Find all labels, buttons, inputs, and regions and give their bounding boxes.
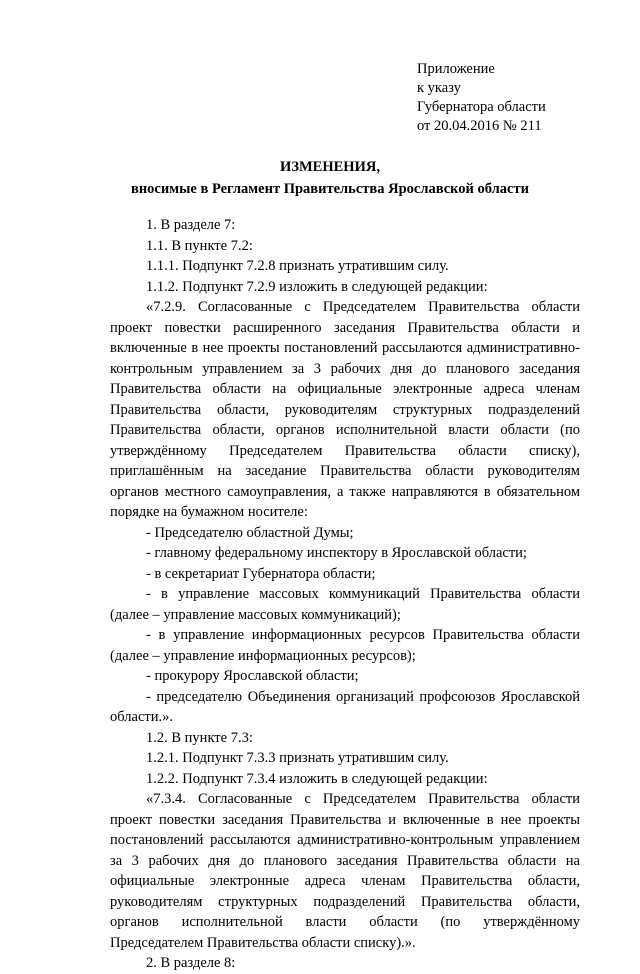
paragraph-13: 1.2. В пункте 7.3: [146,729,253,746]
list-item-1: - Председателю областной Думы; [146,524,354,541]
list-item-4: - в управление массовых коммуникаций Правительства области (далее – управление массовых коммуникаций); [110,586,580,623]
document-body [110,215,580,974]
document-subheading: вносимые в Регламент Правительства Ярославской области [131,181,529,197]
paragraph-15: 1.2.2. Подпункт 7.3.4 изложить в следующей редакции: [146,770,488,787]
annex-line-1: Приложение [417,61,495,77]
paragraph-1: 1. В разделе 7: [146,217,236,233]
annex-line-2: к указу [417,80,461,96]
annex-line-3: Губернатора области [417,99,546,115]
annex-block [417,60,546,136]
list-item-3: - в секретариат Губернатора области; [146,565,376,582]
paragraph-16: «7.3.4. Согласованные с Председателем Правительства области проект повестки заседания Правительства и включенные в нее проекты постановлений рассылаются административно-контрольным управлением за 3 рабочих дня до планового заседания Правительства области на официальные электронные адреса членам Правительства области, руководителям структурных подразделений Правительства области, органов исполнительной власти области (по утверждённому Председателем Правительства области списку).». [110,791,580,951]
paragraph-3: 1.1.1. Подпункт 7.2.8 признать утратившим силу. [146,258,449,274]
list-item-5: - в управление информационных ресурсов Правительства области (далее – управление информационных ресурсов); [110,627,580,664]
list-item-2: - главному федеральному инспектору в Ярославской области; [146,545,527,561]
list-item-7: - председателю Объединения организаций профсоюзов Ярославской области.». [110,688,580,725]
document-heading: ИЗМЕНЕНИЯ, [280,159,380,175]
paragraph-17: 2. В разделе 8: [146,955,236,971]
paragraph-14: 1.2.1. Подпункт 7.3.3 признать утратившим силу. [146,750,449,766]
paragraph-5: «7.2.9. Согласованные с Председателем Правительства области проект повестки расширенного заседания Правительства области и включенные в нее проекты постановлений рассылаются административно-контрольным управлением за 3 рабочих дня до планового заседания Правительства области на официальные электронные адреса членам Правительства области, руководителям структурных подразделений Правительства области, органов исполнительной власти области (по утверждённому Председателем Правительства области списку), приглашённым на заседание Правительства области руководителям органов местного самоуправления, а также направляются в обязательном порядке на бумажном носителе: [110,299,580,520]
paragraph-4: 1.1.2. Подпункт 7.2.9 изложить в следующей редакции: [146,278,488,295]
list-item-6: - прокурору Ярославской области; [146,668,359,684]
paragraph-2: 1.1. В пункте 7.2: [146,237,253,254]
annex-line-4: от 20.04.2016 № 211 [417,118,542,134]
